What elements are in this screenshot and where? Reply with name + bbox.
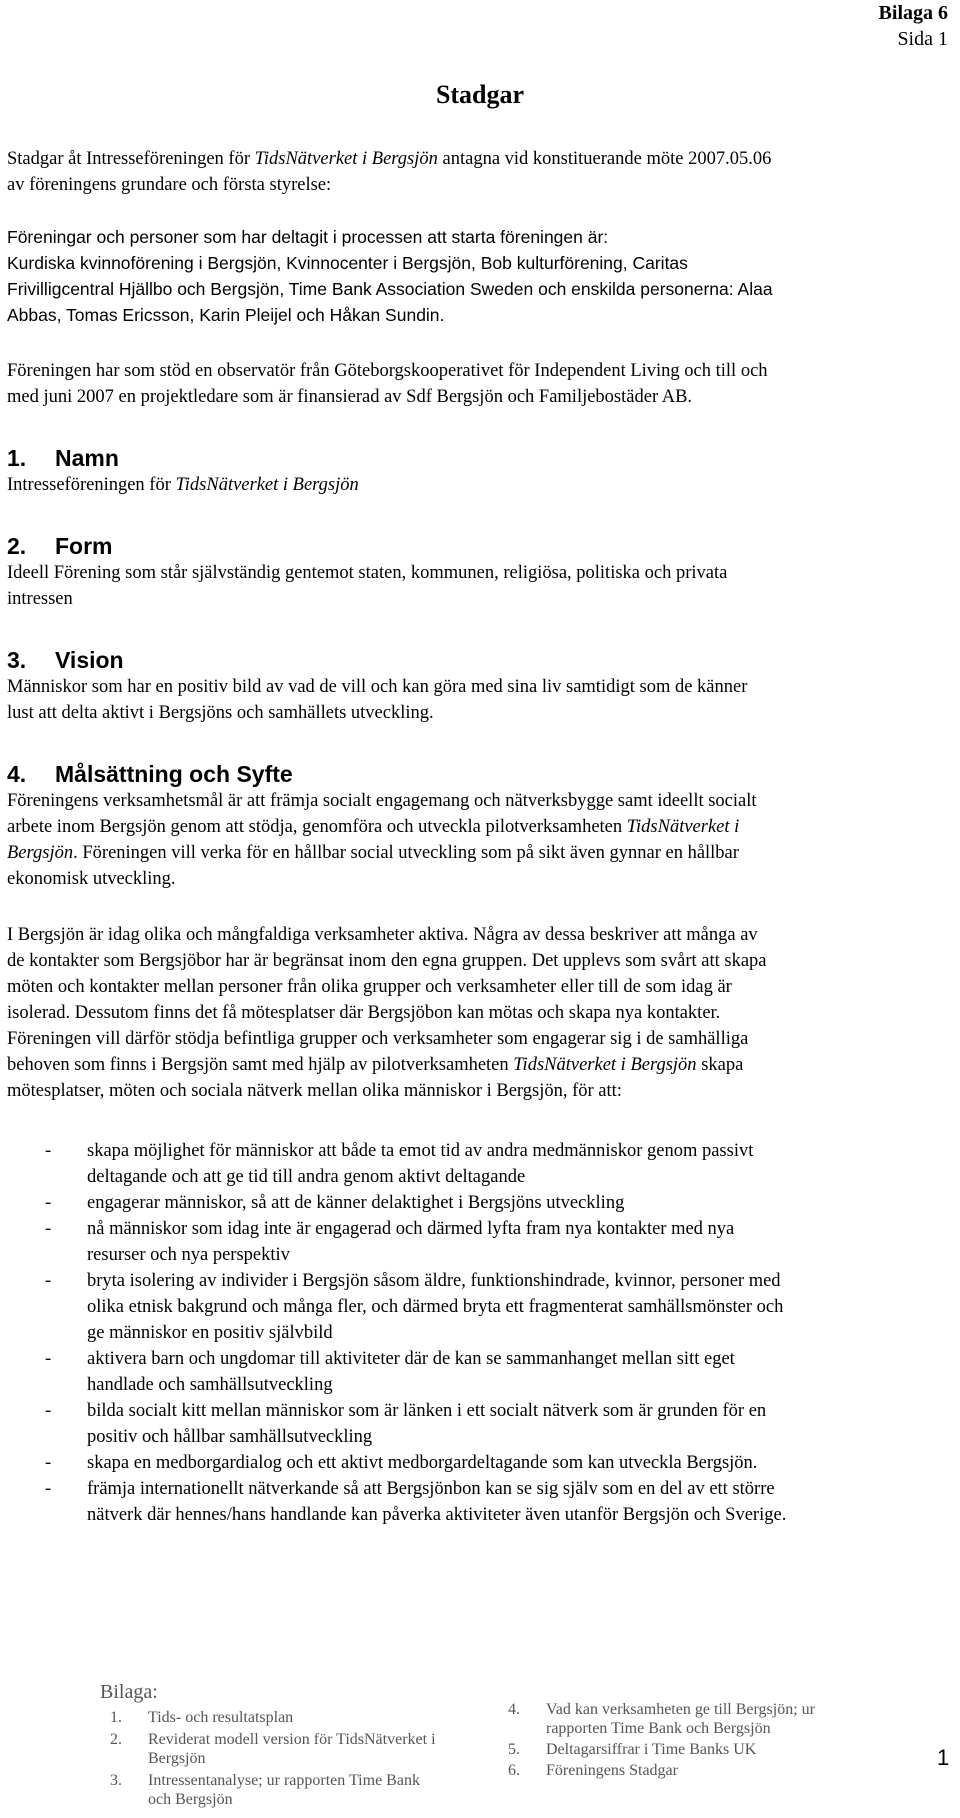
section-heading-form: 2. Form <box>7 533 113 559</box>
appendix-item: 2. Reviderat modell version för TidsNätverket i Bergsjön <box>110 1731 436 1767</box>
vision-text: Människor som har en positiv bild av vad de vill och kan göra med sina liv samtidigt som de känner lust att delta aktivt i Bergsjöns och samhällets utveckling. <box>7 677 748 723</box>
appendix-label: Bilaga 6 <box>878 2 948 24</box>
form-text: Ideell Förening som står självständig gentemot staten, kommunen, religiösa, politiska och privata intressen <box>7 563 728 609</box>
namn-text: Intresseföreningen för TidsNätverket i Bergsjön <box>7 475 359 495</box>
section-heading-namn: 1. Namn <box>7 445 119 471</box>
founders-paragraph: Föreningar och personer som har deltagit i processen att starta föreningen är: Kurdiska kvinnoförening i Bergsjön, Kvinnocenter i Bergsjön, Bob kulturförening, Caritas Frivilligcentral Hjällbo och Bergsjön, Time Bank Association Sweden och enskilda personerna: Alaa Abbas, Tomas Ericsson, Karin Pleijel och Håkan Sundin. <box>7 227 773 325</box>
list-item: - bryta isolering av individer i Bergsjön såsom äldre, funktionshindrade, kvinnor, personer med olika etnisk bakgrund och många fler, och därmed bryta ett fragmenterat samhällsmönster och ge människor en positiv självbild <box>45 1271 784 1343</box>
page-number: 1 <box>937 1745 950 1770</box>
support-paragraph: Föreningen har som stöd en observatör från Göteborgskooperativet för Independent Living och till och med juni 2007 en projektledare som är finansierad av Sdf Bergsjön och Familjebostäder AB. <box>7 361 768 407</box>
page-label: Sida 1 <box>897 28 948 50</box>
section-heading-syfte: 4. Målsättning och Syfte <box>7 761 293 787</box>
page-header <box>879 0 948 52</box>
section-heading-vision: 3. Vision <box>7 647 124 673</box>
appendix-item: 1. Tids- och resultatsplan <box>110 1709 294 1726</box>
list-item: - skapa möjlighet för människor att både ta emot tid av andra medmänniskor genom passivt deltagande och att ge tid till andra genom aktivt deltagande <box>45 1141 754 1187</box>
list-item: - aktivera barn och ungdomar till aktiviteter där de kan se sammanhanget mellan sitt eget handlade och samhällsutveckling <box>45 1349 735 1395</box>
appendix-item: 3. Intressentanalyse; ur rapporten Time Bank och Bergsjön <box>110 1772 420 1808</box>
appendix-heading: Bilaga: <box>100 1681 158 1703</box>
syfte-paragraph-2: I Bergsjön är idag olika och mångfaldiga verksamheter aktiva. Några av dessa beskriver att många av de kontakter som Bergsjöbor har är begränsat inom den egna gruppen. Det upplevs som svårt att skapa möten och kontakter mellan personer från olika grupper och verksamheter eller till de som idag är isolerad. Dessutom finns det få mötesplatser där Bergsjöbon kan mötas och skapa nya kontakter. Föreningen vill därför stödja befintliga grupper och verksamheter som engagerar sig i de samhälliga behoven som finns i Bergsjön samt med hjälp av pilotverksamheten TidsNätverket i Bergsjön skapa mötesplatser, möten och sociala nätverk mellan olika människor i Bergsjön, för att: <box>7 925 767 1101</box>
list-item: - skapa en medborgardialog och ett aktivt medborgardeltagande som kan utveckla Bergsjön. <box>45 1453 758 1473</box>
appendix-item: 6. Föreningens Stadgar <box>508 1762 678 1779</box>
intro-paragraph: Stadgar åt Intresseföreningen för TidsNätverket i Bergsjön antagna vid konstituerande möte 2007.05.06 av föreningens grundare och första styrelse: <box>7 149 772 195</box>
list-item: - främja internationellt nätverkande så att Bergsjönbon kan se sig själv som en del av ett större nätverk där hennes/hans handlande kan påverka aktiviteter även utanför Bergsjön och Sverige. <box>45 1479 787 1525</box>
list-item: - engagerar människor, så att de känner delaktighet i Bergsjöns utveckling <box>45 1193 625 1213</box>
list-item: - bilda socialt kitt mellan människor som är länken i ett socialt nätverk som är grunden för en positiv och hållbar samhällsutveckling <box>45 1401 767 1447</box>
appendix-column-1 <box>110 1708 505 1809</box>
appendix-column-2 <box>508 1700 908 1780</box>
appendix-item: 4. Vad kan verksamheten ge till Bergsjön; ur rapporten Time Bank och Bergsjön <box>508 1701 815 1737</box>
appendix-item: 5. Deltagarsiffrar i Time Banks UK <box>508 1741 757 1758</box>
document-title: Stadgar <box>435 80 525 109</box>
list-item: - nå människor som idag inte är engagerad och därmed lyfta fram nya kontakter med nya resurser och nya perspektiv <box>45 1219 735 1265</box>
goals-list <box>7 1138 952 1528</box>
syfte-paragraph-1: Föreningens verksamhetsmål är att främja socialt engagemang och nätverksbygge samt ideellt socialt arbete inom Bergsjön genom att stödja, genomföra och utveckla pilotverksamheten TidsNätverket i Bergsjön. Föreningen vill verka för en hållbar social utveckling som på sikt även gynnar en hållbar ekonomisk utveckling. <box>7 791 757 889</box>
